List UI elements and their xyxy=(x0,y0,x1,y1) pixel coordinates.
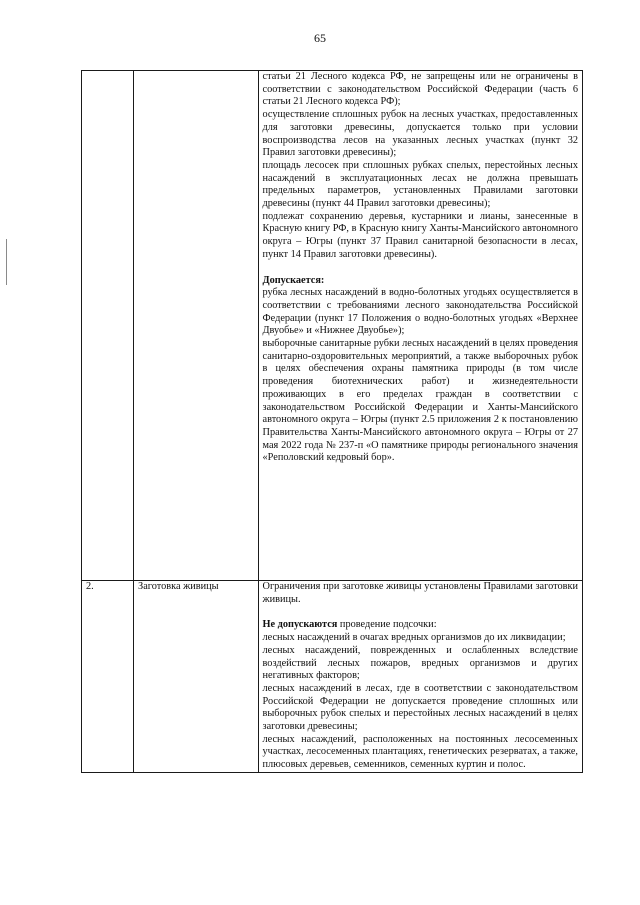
row-number xyxy=(82,71,134,581)
activity-type: Заготовка живицы xyxy=(134,581,258,773)
paragraph xyxy=(263,619,578,632)
paragraph: рубка лесных насаждений в водно-болотных угодьях осуществляется в соответствии с требованиями лесного законодательства Российской Федерации (пункт 17 Положения о водно-болотных угодьях «Верхнее Двуобье» и «Нижнее Двуобье»); xyxy=(262,287,578,337)
paragraph: осуществление сплошных рубок на лесных участках, предоставленных для заготовки древесины, допускается только при условии воспроизводства лесов на указанных лесных участках (пункт 32 Правил заготовки древесины); xyxy=(262,109,578,159)
paragraph: лесных насаждений, поврежденных и ослабленных вследствие воздействий лесных пожаров, вредных организмов и других негативных факторов; xyxy=(262,644,578,682)
table-row xyxy=(82,71,583,581)
paragraph: площадь лесосек при сплошных рубках спелых, перестойных лесных насаждений в эксплуатационных лесах не должна превышать предельных параметров, установленных Правилами заготовки древесины (пункт 44 Правил заготовки древесины); xyxy=(262,159,578,210)
paragraph: выборочные санитарные рубки лесных насаждений в целях проведения санитарно-оздоровительных мероприятий, а также выборочных рубок в целях обеспечения охраны памятника природы (в том числе проведения биотехнических работ) и жизнедеятельности проживающих в его пределах граждан в соответствии с законодательством Российской Федерации и Ханты-Мансийского автономного округа – Югры (пункт 2.5 приложения 2 к постановлению Правительства Ханты-Мансийского автономного округа – Югры от 27 мая 2022 года № 237-п «О памятнике природы регионального значения «Реполовский кедровый бор». xyxy=(262,338,578,464)
restrictions-cell xyxy=(258,581,582,773)
table-row xyxy=(82,581,583,773)
section-heading: Допускается: xyxy=(262,274,325,286)
row-number: 2. xyxy=(82,581,134,773)
paragraph: подлежат сохранению деревья, кустарники и лианы, занесенные в Красную книгу РФ, в Красную книгу Ханты-Мансийского автономного округа – Югры (пункт 37 Правил санитарной безопасности в лесах, пункт 14 Правил заготовки древесины). xyxy=(262,210,578,260)
heading-continuation: проведение подсочки: xyxy=(337,619,437,631)
margin-line xyxy=(6,239,7,285)
paragraph: лесных насаждений в лесах, где в соответствии с законодательством Российской Федерации не допускается проведение сплошных или выборочных рубок спелых и перестойных лесных насаждений в целях заготовки древесины; xyxy=(262,682,578,733)
paragraph: статьи 21 Лесного кодекса РФ, не запрещены или не ограничены в соответствии с законодательством Российской Федерации (часть 6 статьи 21 Лесного кодекса РФ); xyxy=(262,71,578,108)
blank-line xyxy=(263,262,578,275)
page-number: 65 xyxy=(314,31,326,45)
paragraph: лесных насаждений в очагах вредных организмов до их ликвидации; xyxy=(262,632,566,644)
paragraph: лесных насаждений, расположенных на постоянных лесосеменных участках, лесосеменных плантациях, генетических резерватах, а также, плюсовых деревьев, семенников, семенных куртин и полос. xyxy=(262,733,578,771)
paragraph: Ограничения при заготовке живицы установлены Правилами заготовки живицы. xyxy=(262,581,578,605)
section-heading: Не допускаются xyxy=(262,619,338,631)
regulation-table xyxy=(81,70,583,773)
blank-line xyxy=(263,606,578,619)
activity-type xyxy=(134,71,258,581)
restrictions-cell xyxy=(258,71,582,581)
